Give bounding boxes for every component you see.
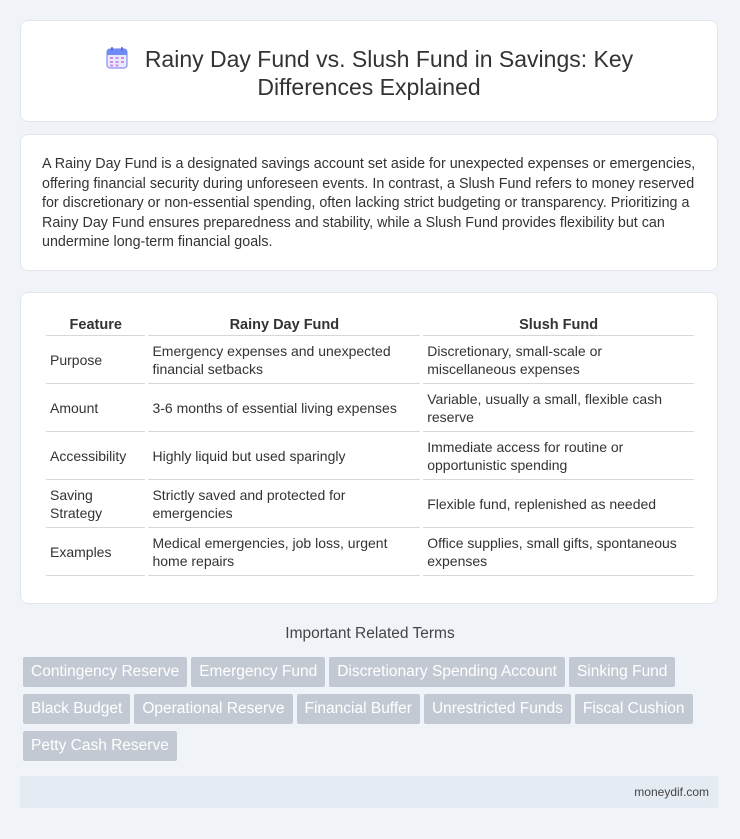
header-feature: Feature (46, 315, 145, 336)
row-slush-value: Immediate access for routine or opportunistic spending (423, 432, 694, 480)
intro-paragraph: A Rainy Day Fund is a designated savings account set aside for unexpected expenses or emergencies, offering financial security during unforeseen events. In contrast, a Slush Fund refers to money reserved for discretionary or non-essential spending, often lacking strict budgeting or transparency. Prioritizing a Rainy Day Fund ensures preparedness and stability, while a Slush Fund provides flexibility but can undermine long-term financial goals. (42, 156, 696, 250)
related-term-tag[interactable]: Contingency Reserve (23, 657, 187, 687)
table-row (46, 384, 694, 432)
title-card (20, 20, 718, 122)
footer (20, 776, 718, 808)
row-feature: Purpose (46, 336, 145, 384)
row-feature: Accessibility (46, 432, 145, 480)
table-row (46, 432, 694, 480)
related-term-tag[interactable]: Fiscal Cushion (575, 694, 693, 724)
site-credit[interactable]: moneydif.com (634, 785, 709, 799)
related-term-tag[interactable]: Black Budget (23, 694, 130, 724)
row-feature: Saving Strategy (46, 480, 145, 528)
table-row (46, 528, 694, 576)
table-row (46, 336, 694, 384)
row-slush-value: Office supplies, small gifts, spontaneous expenses (423, 528, 694, 576)
row-feature: Examples (46, 528, 145, 576)
row-rainy-value: Emergency expenses and unexpected financial setbacks (148, 336, 420, 384)
related-term-tag[interactable]: Discretionary Spending Account (329, 657, 565, 687)
page-title-line1: Rainy Day Fund vs. Slush Fund in Savings: Key (144, 46, 634, 72)
related-terms-title: Important Related Terms (285, 625, 455, 642)
related-term-tag[interactable]: Petty Cash Reserve (23, 731, 177, 761)
row-rainy-value: Medical emergencies, job loss, urgent home repairs (148, 528, 420, 576)
row-feature: Amount (46, 384, 145, 432)
related-term-tag[interactable]: Operational Reserve (134, 694, 292, 724)
intro-card (20, 134, 718, 271)
related-terms-list (23, 657, 723, 768)
related-term-tag[interactable]: Unrestricted Funds (424, 694, 571, 724)
row-rainy-value: 3-6 months of essential living expenses (148, 384, 420, 432)
row-slush-value: Flexible fund, replenished as needed (423, 480, 694, 528)
page-title-line2: Differences Explained (257, 74, 481, 100)
comparison-table (43, 315, 697, 576)
comparison-card (20, 292, 718, 604)
row-slush-value: Discretionary, small-scale or miscellaneous expenses (423, 336, 694, 384)
row-rainy-value: Strictly saved and protected for emergencies (148, 480, 420, 528)
row-slush-value: Variable, usually a small, flexible cash reserve (423, 384, 694, 432)
related-term-tag[interactable]: Financial Buffer (297, 694, 420, 724)
related-term-tag[interactable]: Emergency Fund (191, 657, 325, 687)
row-rainy-value: Highly liquid but used sparingly (148, 432, 420, 480)
header-rainy-day-fund: Rainy Day Fund (148, 315, 420, 336)
table-row (46, 480, 694, 528)
page-title (21, 45, 717, 101)
header-slush-fund: Slush Fund (423, 315, 694, 336)
table-header-row (46, 315, 694, 336)
related-term-tag[interactable]: Sinking Fund (569, 657, 675, 687)
